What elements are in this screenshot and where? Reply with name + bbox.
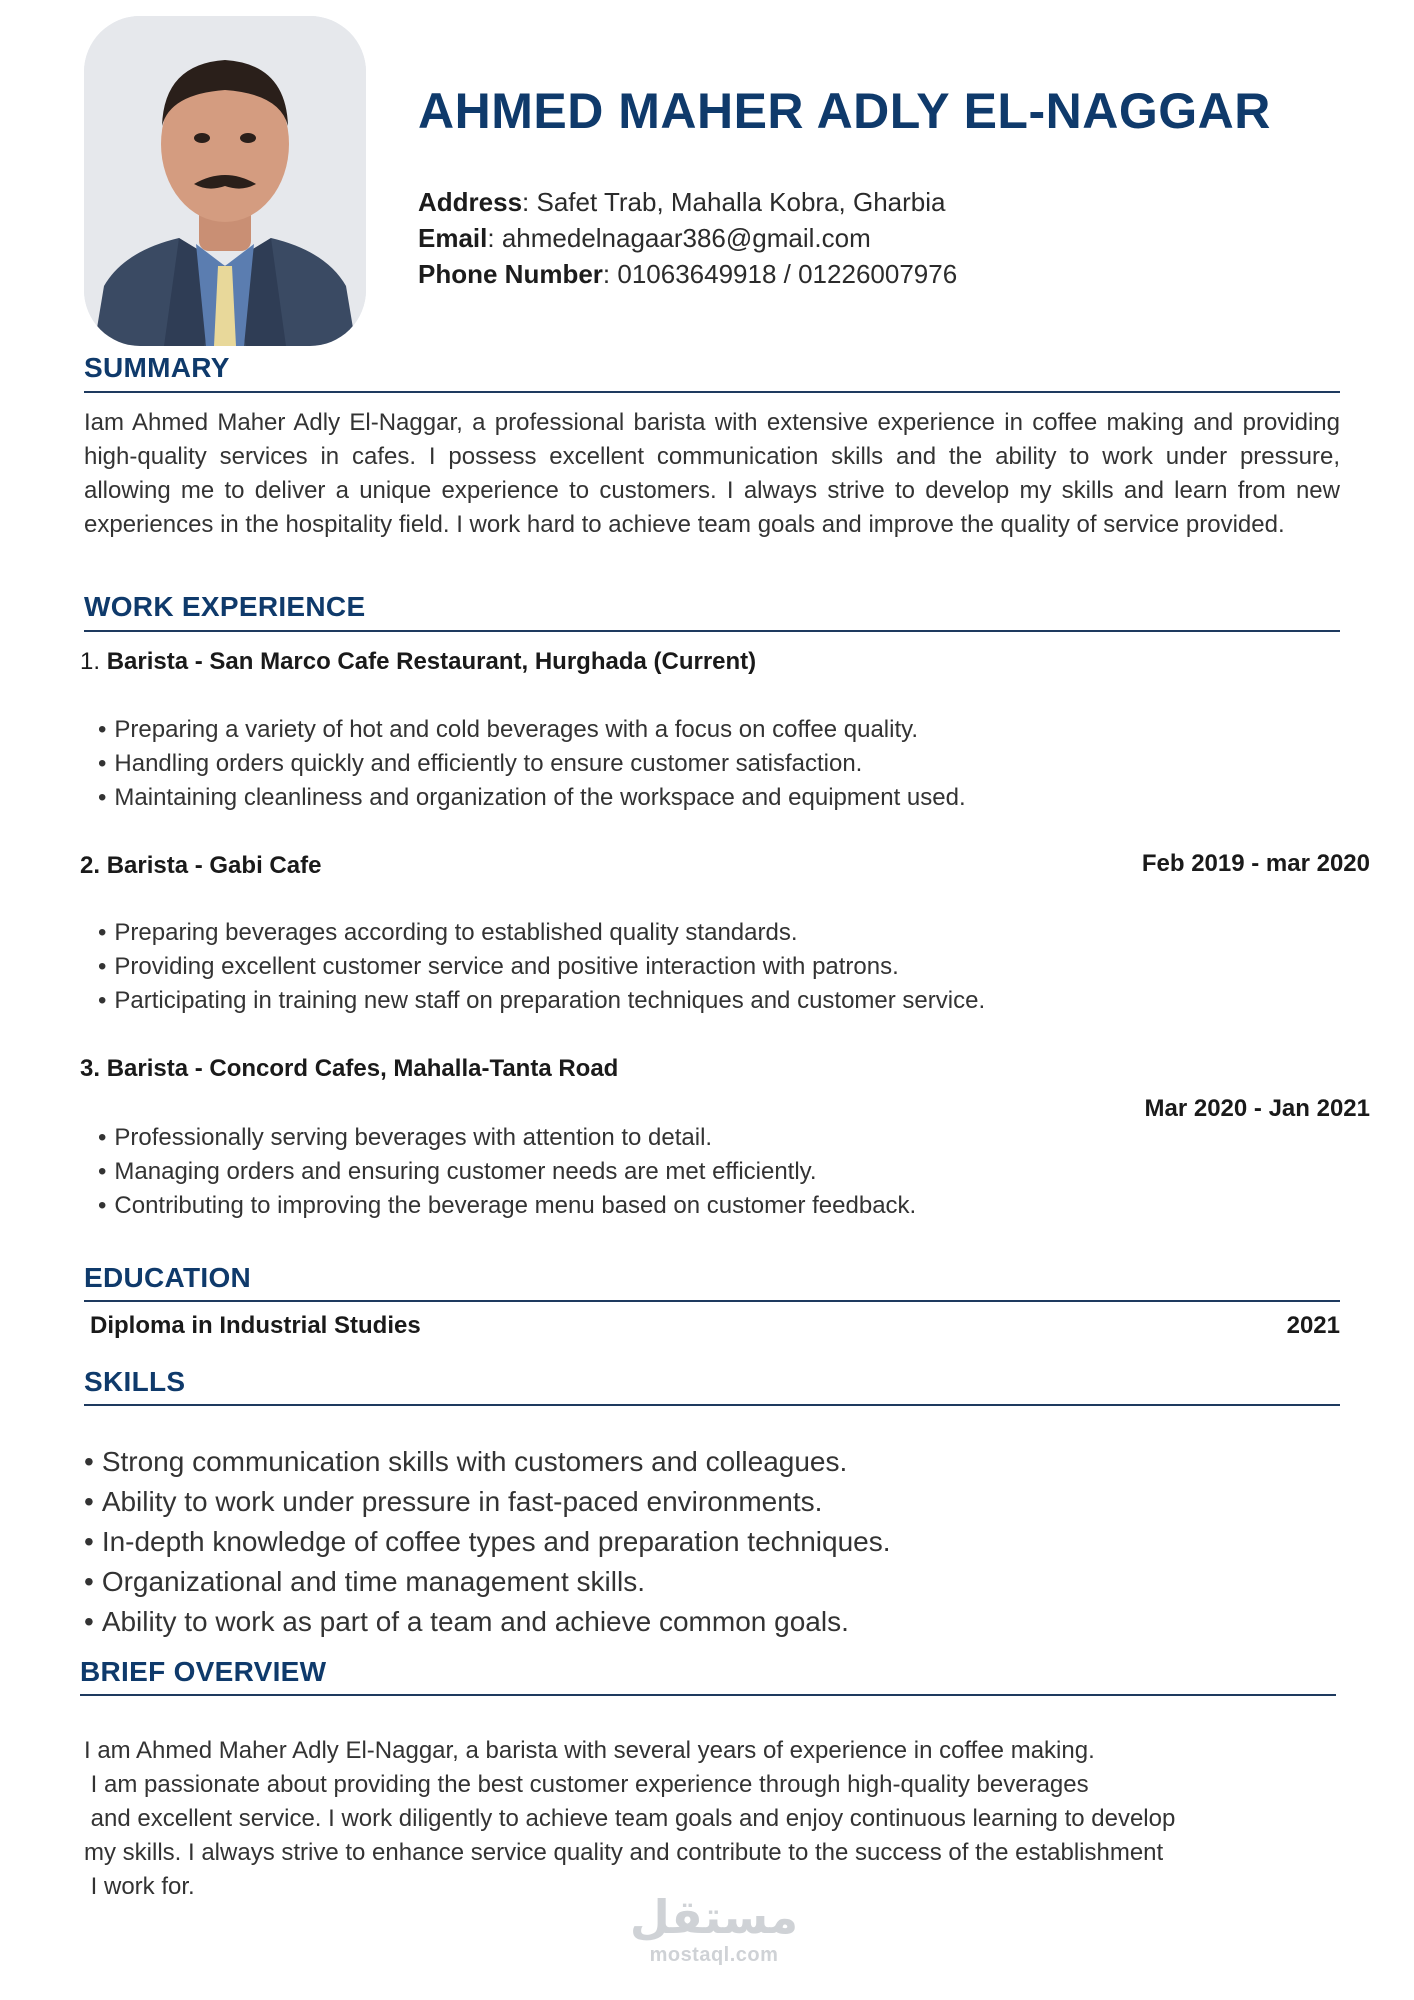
list-item: • Organizational and time management skills. (84, 1562, 891, 1602)
list-item: • In-depth knowledge of coffee types and preparation techniques. (84, 1522, 891, 1562)
job-3-duties (98, 1121, 916, 1223)
watermark-url: mostaql.com (649, 1944, 779, 1966)
overview-divider (80, 1694, 1336, 1696)
job-number-3: 3. (80, 1055, 101, 1082)
list-item: • Managing orders and ensuring customer needs are met efficiently. (98, 1155, 916, 1189)
address-label: Address (418, 187, 523, 217)
summary-divider (84, 391, 1340, 393)
job-date-3: Mar 2020 - Jan 2021 (1144, 1095, 1370, 1122)
list-item: • Maintaining cleanliness and organization of the workspace and equipment used. (98, 781, 966, 815)
mostaql-watermark (626, 1890, 802, 1967)
overview-text (84, 1734, 1364, 1904)
job-title-2 (80, 852, 321, 880)
phone-value: : 01063649918 / 01226007976 (602, 259, 958, 289)
email-label: Email (418, 223, 488, 253)
address-value: : Safet Trab, Mahalla Kobra, Gharbia (522, 187, 946, 217)
skills-list (84, 1442, 891, 1642)
job-title-2-text: Barista - Gabi Cafe (106, 852, 322, 879)
overview-heading: BRIEF OVERVIEW (80, 1656, 327, 1687)
job-date-2: Feb 2019 - mar 2020 (1141, 850, 1370, 877)
watermark-arabic: مستقل (629, 1890, 799, 1944)
list-item: • Contributing to improving the beverage menu based on customer feedback. (98, 1189, 916, 1223)
summary-text: Iam Ahmed Maher Adly El-Naggar, a professional barista with extensive experience in coffee making and providing high-quality services in cafes. I possess excellent communication skills and the ability to work under pressure, allowing me to deliver a unique experience to customers. I always strive to develop my skills and learn from new experiences in the hospitality field. I work hard to achieve team goals and improve the quality of service provided. (84, 409, 1340, 538)
list-item: • Professionally serving beverages with attention to detail. (98, 1121, 916, 1155)
list-item: • Strong communication skills with customers and colleagues. (84, 1442, 891, 1482)
job-title-3 (80, 1055, 618, 1083)
job-number-1: 1. (80, 648, 101, 675)
overview-line: I am Ahmed Maher Adly El-Naggar, a barista with several years of experience in coffee making. (84, 1737, 1095, 1764)
list-item: • Providing excellent customer service and positive interaction with patrons. (98, 950, 985, 984)
graduation-year: 2021 (1286, 1312, 1340, 1339)
email-line (418, 220, 957, 256)
job-1-duties (98, 713, 966, 815)
education-entry (90, 1312, 1340, 1340)
education-divider (84, 1300, 1340, 1302)
overview-line: and excellent service. I work diligently to achieve team goals and enjoy continuous learning to develop (84, 1805, 1176, 1832)
list-item: • Ability to work under pressure in fast-paced environments. (84, 1482, 891, 1522)
candidate-name: AHMED MAHER ADLY EL-NAGGAR (418, 83, 1271, 139)
degree-name: Diploma in Industrial Studies (90, 1312, 421, 1339)
overview-line: my skills. I always strive to enhance service quality and contribute to the success of the establishment (84, 1839, 1164, 1866)
overview-line: I work for. (84, 1873, 195, 1900)
experience-divider (84, 630, 1340, 632)
summary-heading: SUMMARY (84, 352, 230, 383)
list-item: • Ability to work as part of a team and achieve common goals. (84, 1602, 891, 1642)
job-title-3-text: Barista - Concord Cafes, Mahalla-Tanta Road (106, 1055, 619, 1082)
list-item: • Participating in training new staff on preparation techniques and customer service. (98, 984, 985, 1018)
job-2-duties (98, 916, 985, 1018)
job-title-1-text: Barista - San Marco Cafe Restaurant, Hurghada (Current) (106, 648, 757, 675)
phone-label: Phone Number (418, 259, 603, 289)
job-number-2: 2. (80, 852, 101, 879)
email-value[interactable]: : ahmedelnagaar386@gmail.com (487, 223, 871, 253)
contact-info (418, 184, 957, 292)
list-item: • Preparing a variety of hot and cold beverages with a focus on coffee quality. (98, 713, 966, 747)
phone-line (418, 256, 957, 292)
list-item: • Preparing beverages according to established quality standards. (98, 916, 985, 950)
profile-photo (84, 16, 366, 346)
education-heading: EDUCATION (84, 1262, 252, 1293)
address-line (418, 184, 957, 220)
experience-heading: WORK EXPERIENCE (84, 591, 366, 622)
skills-heading: SKILLS (84, 1366, 186, 1397)
skills-divider (84, 1404, 1340, 1406)
job-title-1 (80, 648, 756, 676)
overview-line: I am passionate about providing the best customer experience through high-quality beverages (84, 1771, 1089, 1798)
person-portrait-icon (84, 16, 366, 346)
list-item: • Handling orders quickly and efficiently to ensure customer satisfaction. (98, 747, 966, 781)
